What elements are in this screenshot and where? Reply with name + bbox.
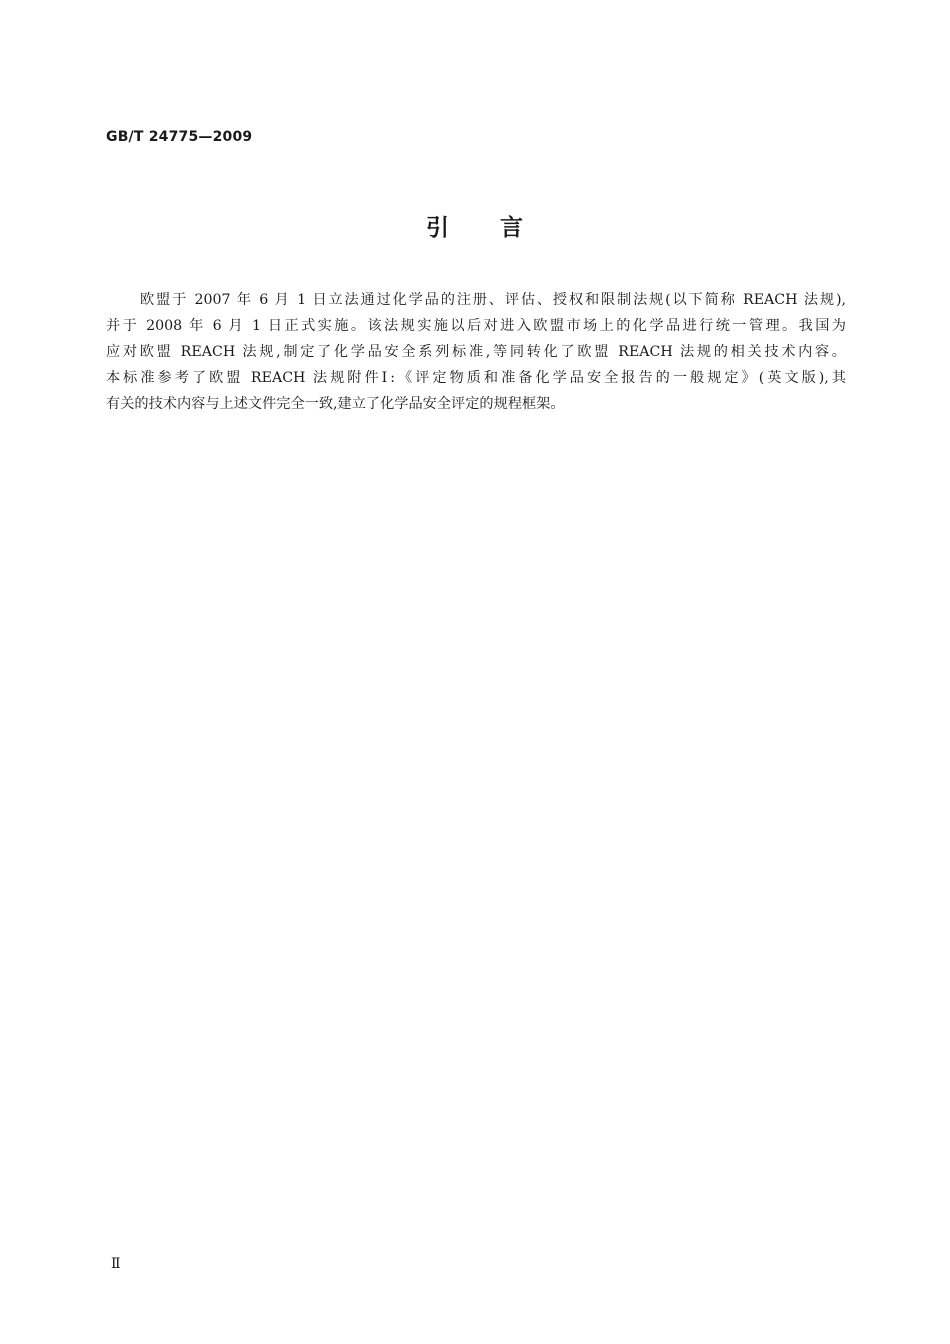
paragraph-line: 有关的技术内容与上述文件完全一致,建立了化学品安全评定的规程框架。 — [106, 396, 565, 412]
section-title — [0, 209, 950, 242]
section-title-char-1: 引 — [426, 215, 450, 241]
section-title-char-2: 言 — [500, 215, 524, 241]
introduction-paragraph — [106, 287, 846, 417]
paragraph-line: 欧盟于 2007 年 6 月 1 日立法通过化学品的注册、评估、授权和限制法规(以下简称 REACH 法规), — [140, 292, 846, 308]
standard-code-header: GB/T 24775—2009 — [106, 129, 253, 145]
paragraph-line: 应对欧盟 REACH 法规,制定了化学品安全系列标准,等同转化了欧盟 REACH 法规的相关技术内容。 — [106, 344, 846, 360]
paragraph-line: 本标准参考了欧盟 REACH 法规附件Ⅰ:《评定物质和准备化学品安全报告的一般规定》(英文版),其 — [106, 370, 846, 386]
page-number: Ⅱ — [111, 1256, 121, 1272]
paragraph-line: 并于 2008 年 6 月 1 日正式实施。该法规实施以后对进入欧盟市场上的化学品进行统一管理。我国为 — [106, 318, 846, 334]
